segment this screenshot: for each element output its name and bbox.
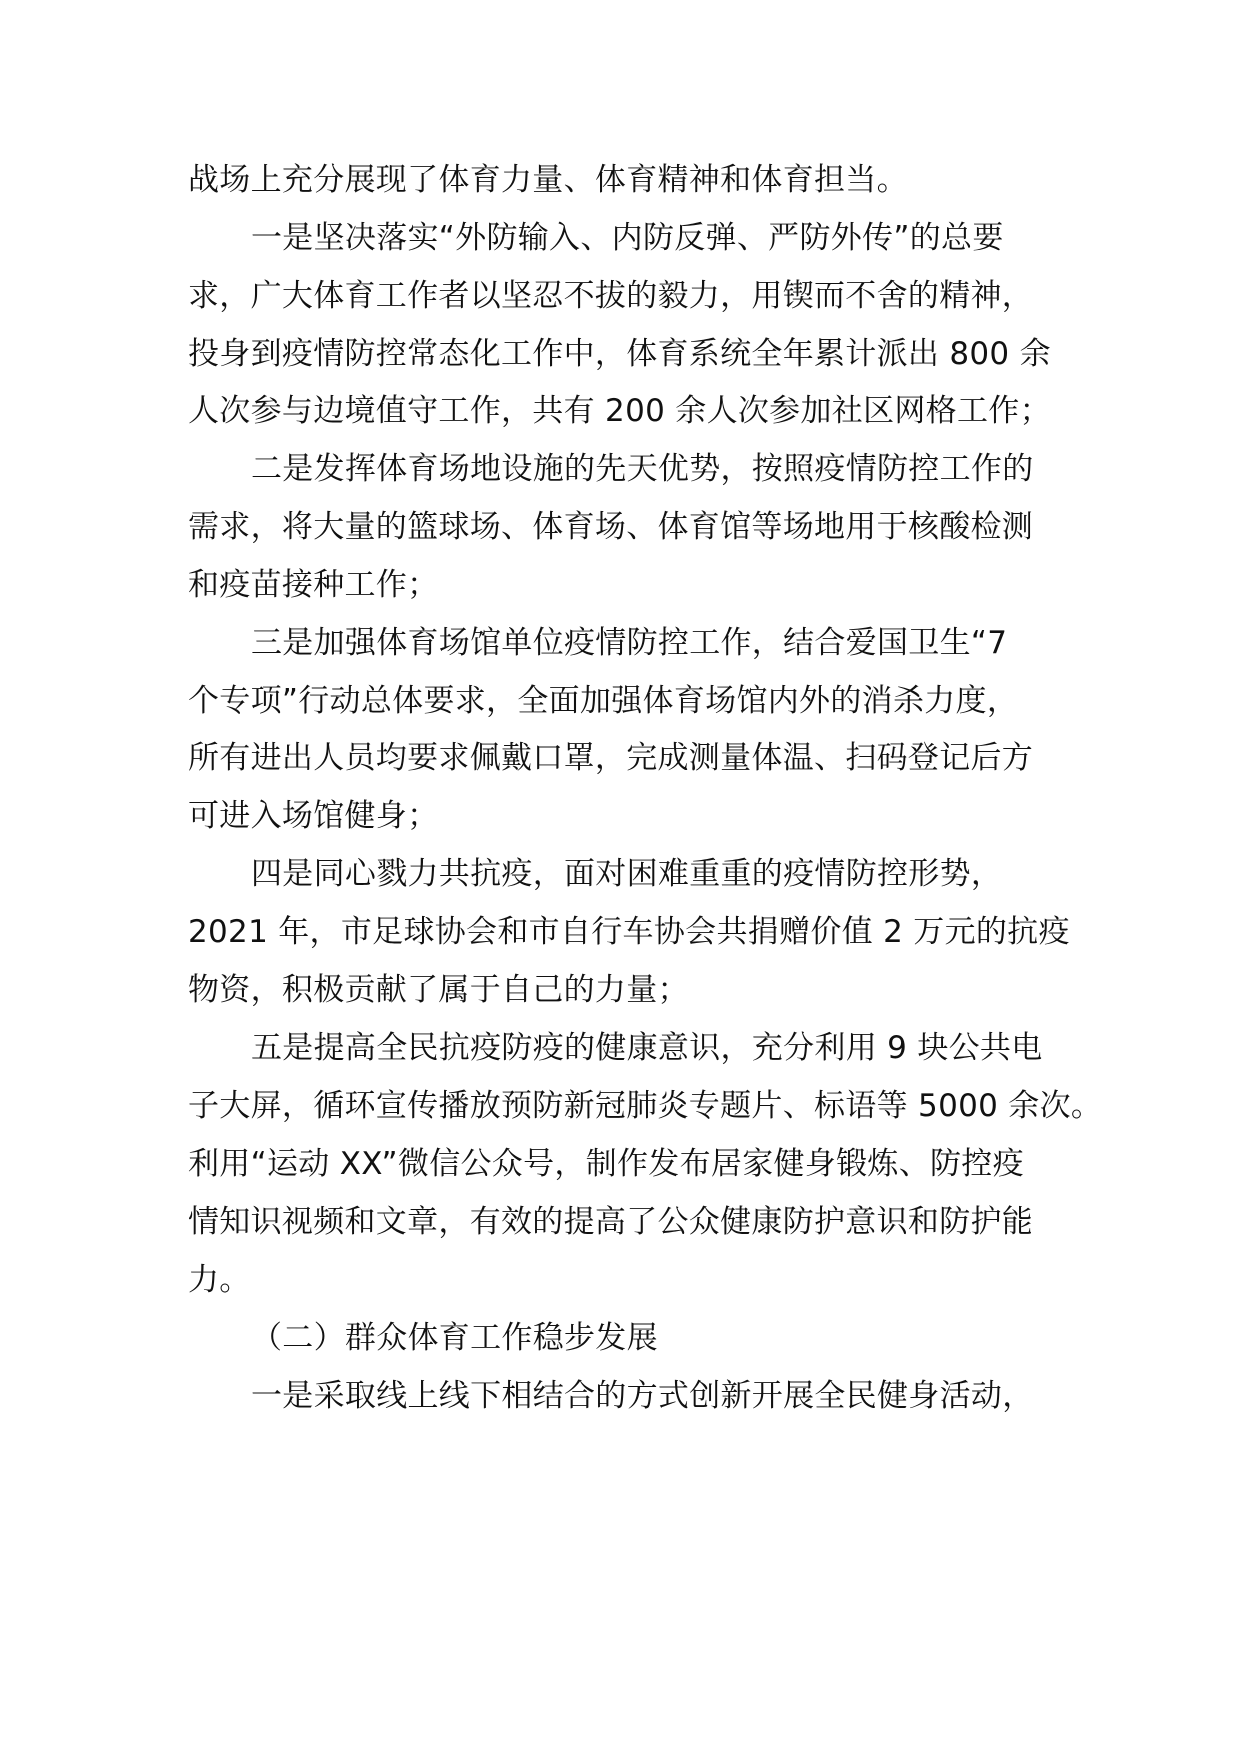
text-line: 五是提高全民抗疫防疫的健康意识，充分利用 9 块公共电 bbox=[251, 1030, 1043, 1066]
text-line: 求，广大体育工作者以坚忍不拔的毅力，用锲而不舍的精神， bbox=[188, 278, 1034, 314]
text-line: 和疫苗接种工作； bbox=[188, 567, 439, 603]
text-line: 可进入场馆健身； bbox=[188, 798, 439, 834]
text-line: 子大屏，循环宣传播放预防新冠肺炎专题片、标语等 5000 余次。 bbox=[188, 1088, 1103, 1124]
text-line: 投身到疫情防控常态化工作中，体育系统全年累计派出 800 余 bbox=[188, 336, 1051, 372]
text-line: 战场上充分展现了体育力量、体育精神和体育担当。 bbox=[188, 162, 908, 198]
text-line: 情知识视频和文章，有效的提高了公众健康防护意识和防护能 bbox=[188, 1204, 1034, 1240]
text-line: 所有进出人员均要求佩戴口罩，完成测量体温、扫码登记后方 bbox=[188, 740, 1034, 776]
text-line: 力。 bbox=[188, 1262, 251, 1298]
text-line: 二是发挥体育场地设施的先天优势，按照疫情防控工作的 bbox=[251, 451, 1034, 487]
text-line: 物资，积极贡献了属于自己的力量； bbox=[188, 972, 689, 1008]
text-line: 利用“运动 XX”微信公众号，制作发布居家健身锻炼、防控疫 bbox=[188, 1146, 1024, 1182]
text-line: 需求，将大量的篮球场、体育场、体育馆等场地用于核酸检测 bbox=[188, 509, 1034, 545]
text-line: 三是加强体育场馆单位疫情防控工作，结合爱国卫生“7 bbox=[251, 625, 1008, 661]
text-line: 一是采取线上线下相结合的方式创新开展全民健身活动， bbox=[251, 1378, 1034, 1414]
text-line: 2021 年，市足球协会和市自行车协会共捐赠价值 2 万元的抗疫 bbox=[188, 914, 1070, 950]
text-line: 四是同心戮力共抗疫，面对困难重重的疫情防控形势， bbox=[251, 856, 1003, 892]
text-line: 个专项”行动总体要求，全面加强体育场馆内外的消杀力度， bbox=[188, 683, 1019, 719]
text-line: 人次参与边境值守工作，共有 200 余人次参加社区网格工作； bbox=[188, 393, 1051, 429]
text-line: 一是坚决落实“外防输入、内防反弹、严防外传”的总要 bbox=[251, 220, 1004, 256]
section-heading: （二）群众体育工作稳步发展 bbox=[251, 1320, 658, 1356]
